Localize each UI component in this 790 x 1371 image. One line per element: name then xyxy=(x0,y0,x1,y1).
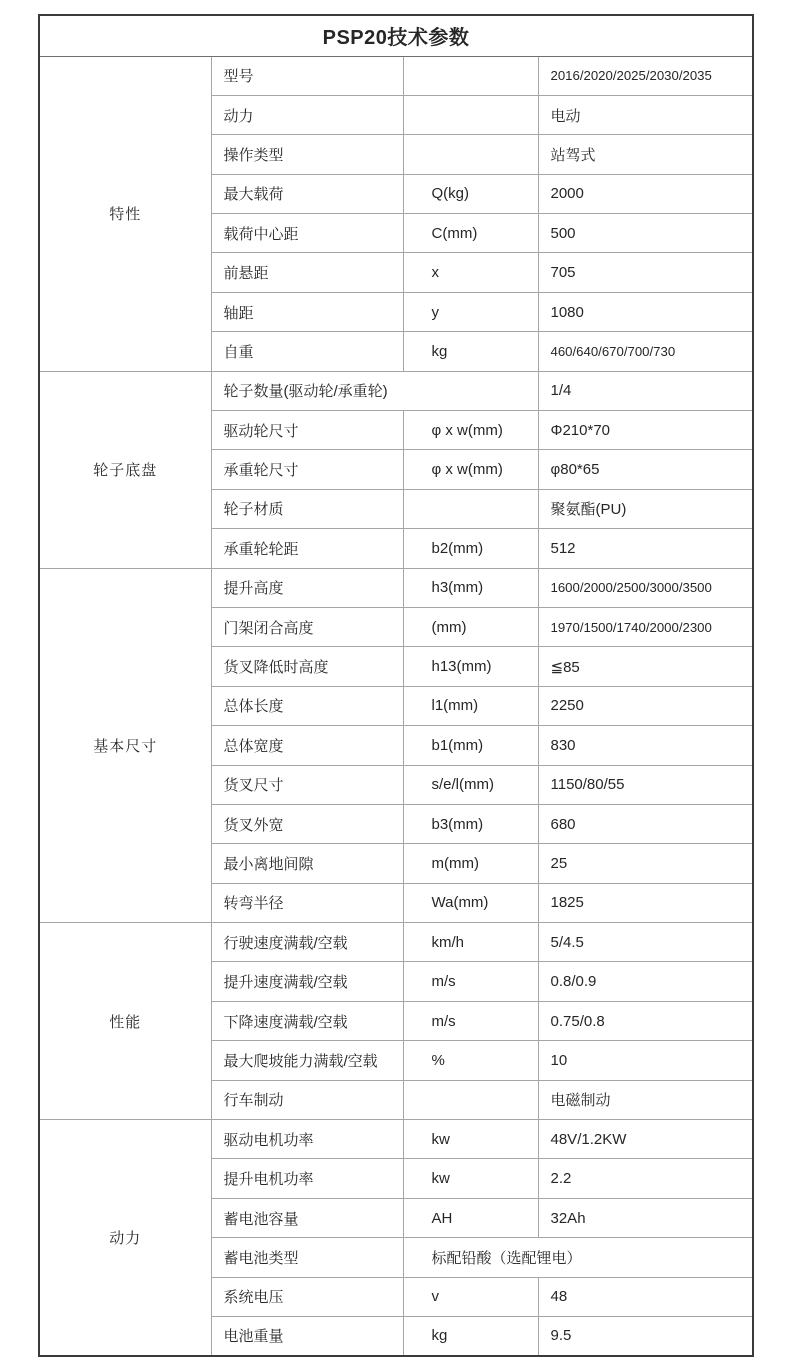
spec-symbol-cell: s/e/l(mm) xyxy=(403,765,538,804)
spec-symbol-cell: kg xyxy=(403,332,538,371)
spec-symbol-cell: AH xyxy=(403,1198,538,1237)
spec-name-cell: 蓄电池类型 xyxy=(211,1238,403,1277)
spec-symbol-cell xyxy=(403,1080,538,1119)
spec-value-cell: 2000 xyxy=(538,174,753,213)
spec-value-cell: 标配铅酸（选配锂电） xyxy=(403,1238,753,1277)
spec-value-cell: 48 xyxy=(538,1277,753,1316)
spec-name-cell: 提升电机功率 xyxy=(211,1159,403,1198)
spec-value-cell: 1/4 xyxy=(538,371,753,410)
spec-value-cell: 830 xyxy=(538,726,753,765)
spec-name-cell: 承重轮轮距 xyxy=(211,529,403,568)
spec-value-cell: 680 xyxy=(538,804,753,843)
table-row xyxy=(39,1120,753,1159)
table-row xyxy=(39,923,753,962)
spec-name-cell: 蓄电池容量 xyxy=(211,1198,403,1237)
spec-value-cell: 聚氨酯(PU) xyxy=(538,489,753,528)
spec-value-cell: 2016/2020/2025/2030/2035 xyxy=(538,56,753,95)
spec-name-cell: 货叉外宽 xyxy=(211,804,403,843)
spec-name-cell: 最小离地间隙 xyxy=(211,844,403,883)
spec-name-cell: 总体长度 xyxy=(211,686,403,725)
spec-symbol-cell: h3(mm) xyxy=(403,568,538,607)
spec-value-cell: 48V/1.2KW xyxy=(538,1120,753,1159)
spec-name-cell: 下降速度满载/空载 xyxy=(211,1001,403,1040)
spec-symbol-cell: x xyxy=(403,253,538,292)
spec-value-cell: 电动 xyxy=(538,95,753,134)
spec-name-cell: 最大爬坡能力满载/空载 xyxy=(211,1041,403,1080)
spec-name-cell: 提升高度 xyxy=(211,568,403,607)
spec-table-body xyxy=(39,15,753,1356)
section-label: 性能 xyxy=(39,923,211,1120)
spec-name-cell: 载荷中心距 xyxy=(211,214,403,253)
spec-name-cell: 自重 xyxy=(211,332,403,371)
spec-value-cell: 9.5 xyxy=(538,1317,753,1356)
spec-symbol-cell: (mm) xyxy=(403,607,538,646)
spec-symbol-cell: kg xyxy=(403,1317,538,1356)
spec-value-cell: 32Ah xyxy=(538,1198,753,1237)
spec-symbol-cell xyxy=(403,56,538,95)
spec-value-cell: 0.75/0.8 xyxy=(538,1001,753,1040)
spec-name-cell: 前悬距 xyxy=(211,253,403,292)
spec-value-cell: φ80*65 xyxy=(538,450,753,489)
spec-value-cell: 10 xyxy=(538,1041,753,1080)
spec-symbol-cell: % xyxy=(403,1041,538,1080)
spec-value-cell: 站驾式 xyxy=(538,135,753,174)
table-row xyxy=(39,371,753,410)
spec-symbol-cell: Wa(mm) xyxy=(403,883,538,922)
spec-value-cell: 705 xyxy=(538,253,753,292)
spec-symbol-cell: Q(kg) xyxy=(403,174,538,213)
spec-symbol-cell: kw xyxy=(403,1120,538,1159)
spec-name-cell: 提升速度满载/空载 xyxy=(211,962,403,1001)
spec-symbol-cell: φ x w(mm) xyxy=(403,450,538,489)
spec-symbol-cell: kw xyxy=(403,1159,538,1198)
spec-name-cell: 行车制动 xyxy=(211,1080,403,1119)
spec-symbol-cell: m/s xyxy=(403,1001,538,1040)
spec-value-cell: 1825 xyxy=(538,883,753,922)
spec-name-cell: 动力 xyxy=(211,95,403,134)
spec-value-cell: 25 xyxy=(538,844,753,883)
spec-value-cell: 0.8/0.9 xyxy=(538,962,753,1001)
spec-name-cell: 操作类型 xyxy=(211,135,403,174)
spec-symbol-cell: v xyxy=(403,1277,538,1316)
spec-symbol-cell xyxy=(403,135,538,174)
spec-value-cell: 512 xyxy=(538,529,753,568)
section-label: 动力 xyxy=(39,1120,211,1356)
spec-name-cell: 货叉降低时高度 xyxy=(211,647,403,686)
spec-symbol-cell: b2(mm) xyxy=(403,529,538,568)
spec-name-cell: 承重轮尺寸 xyxy=(211,450,403,489)
spec-symbol-cell: C(mm) xyxy=(403,214,538,253)
spec-symbol-cell: m(mm) xyxy=(403,844,538,883)
spec-value-cell: 电磁制动 xyxy=(538,1080,753,1119)
spec-symbol-cell: y xyxy=(403,292,538,331)
spec-symbol-cell: φ x w(mm) xyxy=(403,411,538,450)
spec-value-cell: Φ210*70 xyxy=(538,411,753,450)
spec-value-cell: ≦85 xyxy=(538,647,753,686)
spec-name-cell: 总体宽度 xyxy=(211,726,403,765)
table-row xyxy=(39,56,753,95)
spec-value-cell: 2250 xyxy=(538,686,753,725)
spec-value-cell: 1150/80/55 xyxy=(538,765,753,804)
section-label: 基本尺寸 xyxy=(39,568,211,923)
spec-symbol-cell: l1(mm) xyxy=(403,686,538,725)
spec-value-cell: 460/640/670/700/730 xyxy=(538,332,753,371)
spec-symbol-cell: h13(mm) xyxy=(403,647,538,686)
spec-name-cell: 轴距 xyxy=(211,292,403,331)
table-title-row xyxy=(39,15,753,56)
spec-name-cell: 驱动轮尺寸 xyxy=(211,411,403,450)
spec-name-cell: 系统电压 xyxy=(211,1277,403,1316)
spec-value-cell: 500 xyxy=(538,214,753,253)
spec-name-cell: 门架闭合高度 xyxy=(211,607,403,646)
spec-name-cell: 电池重量 xyxy=(211,1317,403,1356)
section-label: 轮子底盘 xyxy=(39,371,211,568)
spec-name-cell: 型号 xyxy=(211,56,403,95)
section-label: 特性 xyxy=(39,56,211,371)
spec-name-cell: 轮子材质 xyxy=(211,489,403,528)
spec-value-cell: 1600/2000/2500/3000/3500 xyxy=(538,568,753,607)
spec-symbol-cell: b1(mm) xyxy=(403,726,538,765)
spec-name-cell: 货叉尺寸 xyxy=(211,765,403,804)
spec-name-cell: 驱动电机功率 xyxy=(211,1120,403,1159)
spec-name-cell: 轮子数量(驱动轮/承重轮) xyxy=(211,371,538,410)
page-title: PSP20技术参数 xyxy=(39,15,753,56)
spec-value-cell: 5/4.5 xyxy=(538,923,753,962)
table-row xyxy=(39,568,753,607)
spec-name-cell: 转弯半径 xyxy=(211,883,403,922)
spec-table xyxy=(38,14,754,1357)
spec-value-cell: 1970/1500/1740/2000/2300 xyxy=(538,607,753,646)
spec-value-cell: 2.2 xyxy=(538,1159,753,1198)
spec-symbol-cell: b3(mm) xyxy=(403,804,538,843)
spec-symbol-cell xyxy=(403,489,538,528)
spec-name-cell: 最大载荷 xyxy=(211,174,403,213)
spec-value-cell: 1080 xyxy=(538,292,753,331)
spec-symbol-cell xyxy=(403,95,538,134)
spec-name-cell: 行驶速度满载/空载 xyxy=(211,923,403,962)
spec-symbol-cell: m/s xyxy=(403,962,538,1001)
spec-symbol-cell: km/h xyxy=(403,923,538,962)
